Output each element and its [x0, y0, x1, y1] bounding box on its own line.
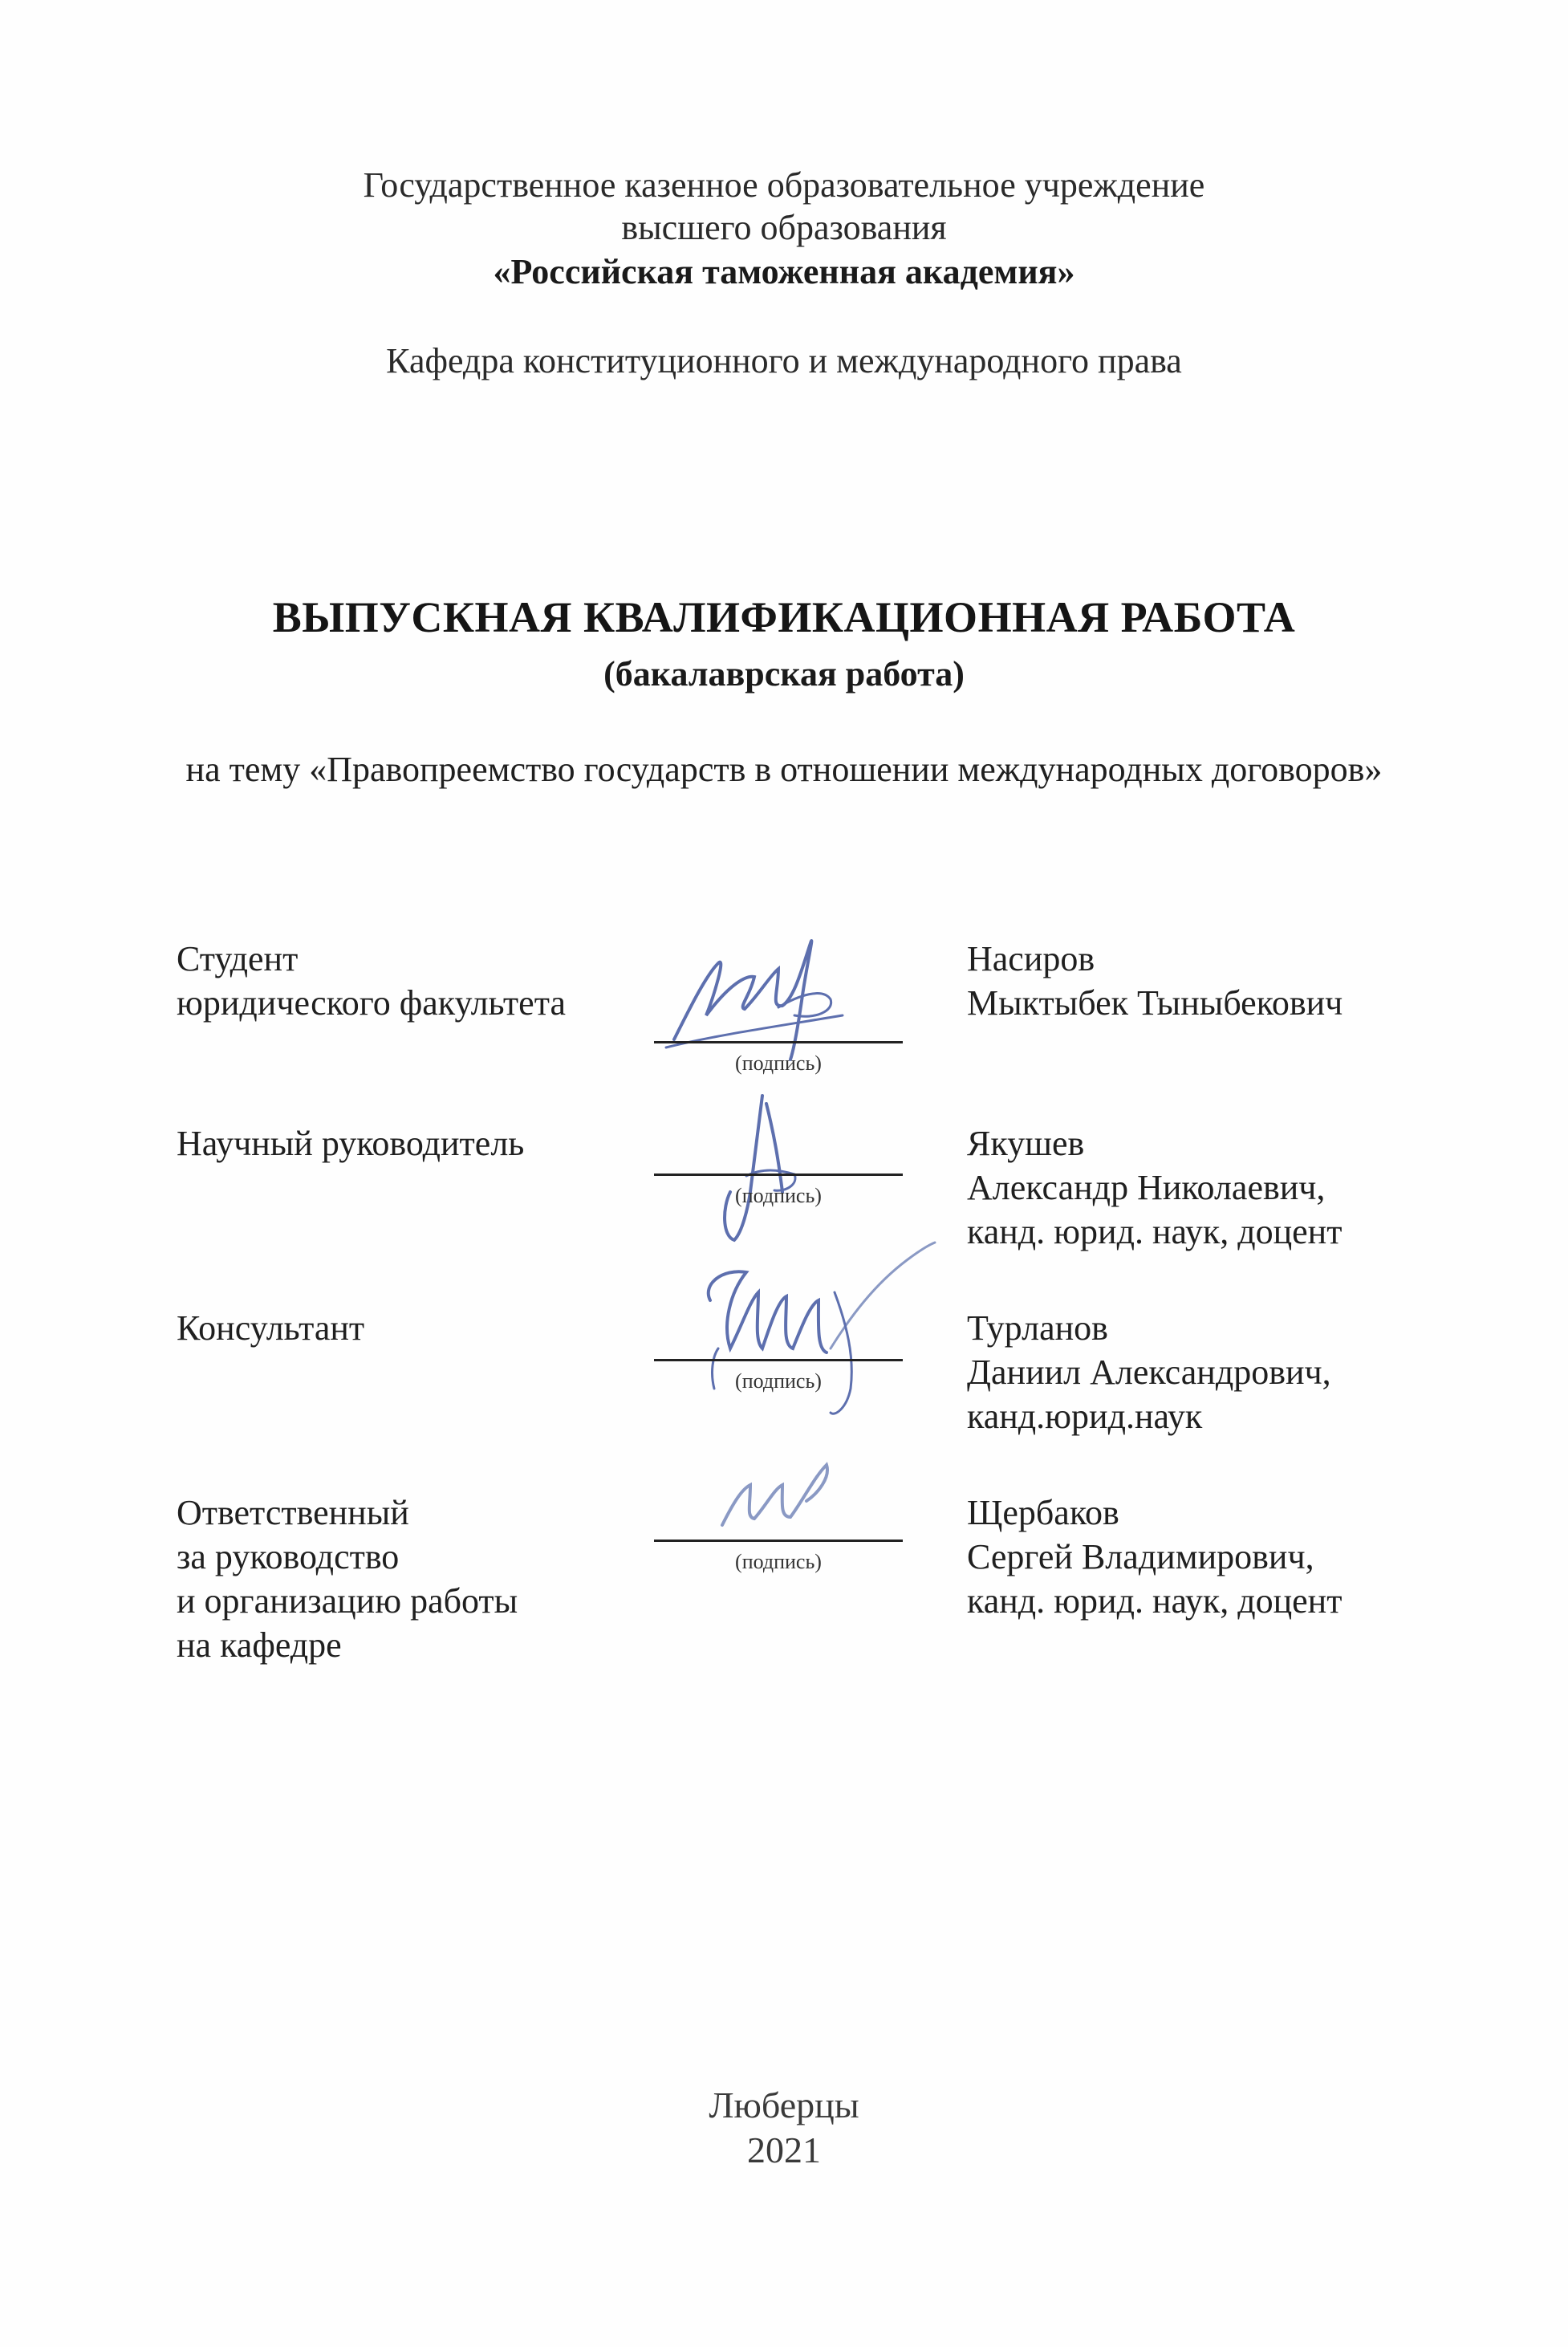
institution-line-1: Государственное казенное образовательное учреждение [363, 165, 1205, 205]
institution-line-2: высшего образования [621, 208, 947, 247]
signature-line [654, 1540, 903, 1542]
person-surname: Насиров [967, 939, 1095, 978]
person-degree: канд.юрид.наук [967, 1397, 1203, 1436]
department-name: Кафедра конституционного и международного права [386, 341, 1182, 380]
signature-caption: (подпись) [735, 1550, 822, 1573]
role-line: Консультант [177, 1308, 365, 1348]
year: 2021 [747, 2129, 821, 2170]
role-line: за руководство [177, 1537, 400, 1576]
signature-line [654, 1174, 903, 1176]
signature-caption: (подпись) [735, 1051, 822, 1075]
person-name: Мыктыбек Тыныбекович [967, 983, 1343, 1023]
person-surname: Турланов [967, 1308, 1108, 1348]
person-name: Даниил Александрович, [967, 1352, 1331, 1392]
document-title: ВЫПУСКНАЯ КВАЛИФИКАЦИОННАЯ РАБОТА [272, 593, 1296, 641]
role-line: юридического факультета [177, 983, 566, 1023]
role-line: на кафедре [177, 1625, 342, 1665]
institution-name: «Российская таможенная академия» [493, 252, 1075, 291]
role-line: Научный руководитель [177, 1124, 525, 1163]
person-surname: Якушев [967, 1124, 1085, 1163]
handwritten-signature [706, 1453, 843, 1541]
city: Люберцы [709, 2085, 859, 2125]
role-line: Ответственный [177, 1493, 409, 1532]
document-topic: на тему «Правопреемство государств в отношении международных договоров» [185, 750, 1383, 789]
person-degree: канд. юрид. наук, доцент [967, 1212, 1343, 1251]
handwritten-signature [698, 1080, 827, 1248]
person-name: Сергей Владимирович, [967, 1537, 1314, 1576]
signature-caption: (подпись) [735, 1369, 822, 1393]
signature-line [654, 1359, 903, 1361]
person-surname: Щербаков [967, 1493, 1119, 1532]
signature-caption: (подпись) [735, 1184, 822, 1207]
signature-line [654, 1041, 903, 1043]
role-line: и организацию работы [177, 1581, 518, 1621]
handwritten-signature [658, 919, 867, 1068]
person-degree: канд. юрид. наук, доцент [967, 1581, 1343, 1621]
document-subtitle: (бакалаврская работа) [603, 654, 965, 694]
person-name: Александр Николаевич, [967, 1168, 1326, 1207]
role-line: Студент [177, 939, 299, 978]
